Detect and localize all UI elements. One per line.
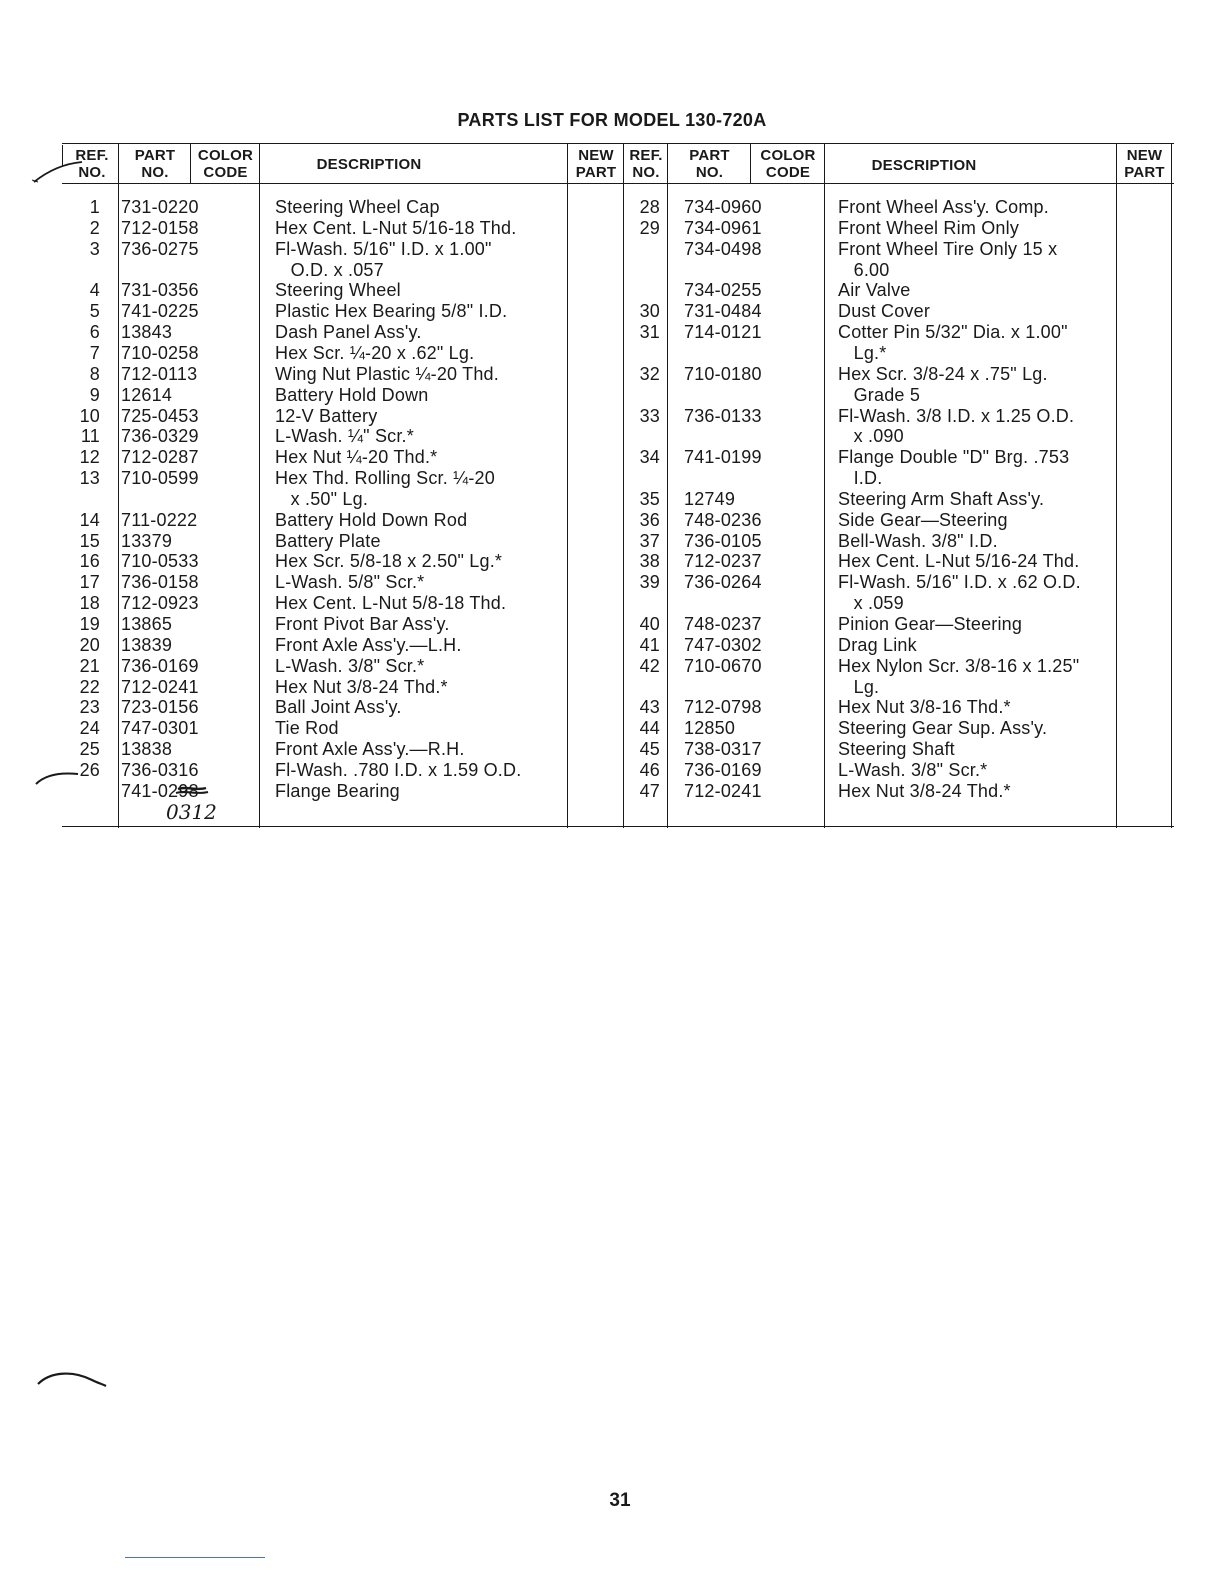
description-cell: Hex Cent. L-Nut 5/8-18 Thd. — [275, 593, 507, 614]
description-cell: Pinion Gear—Steering — [838, 614, 1023, 634]
table-row — [62, 760, 1174, 781]
ref-no-cell: 16 — [79, 551, 100, 572]
description-cell: L-Wash. 5/8" Scr.* — [275, 572, 425, 593]
part-no-cell: 13839 — [121, 634, 173, 655]
ref-no-cell: 1 — [89, 197, 100, 217]
header-divider — [62, 183, 1174, 184]
part-no-cell: 725-0453 — [121, 405, 199, 426]
description-cell: Front Axle Ass'y.—R.H. — [275, 739, 465, 760]
ref-no-cell: 21 — [79, 655, 100, 676]
part-no-cell: 712-0923 — [121, 593, 199, 614]
description-cell: Hex Scr. ¼-20 x .62" Lg. — [275, 342, 475, 363]
ref-no-cell: 6 — [89, 322, 100, 343]
pen-mark — [30, 150, 90, 190]
description-cell: Hex Nylon Scr. 3/8-16 x 1.25" — [838, 655, 1080, 676]
part-no-cell: 736-0169 — [121, 655, 199, 676]
ref-no-cell: 36 — [639, 509, 660, 530]
ref-no-cell: 14 — [79, 509, 100, 530]
ref-no-cell: 23 — [79, 697, 100, 718]
ref-no-cell: 18 — [79, 593, 100, 614]
table-row — [62, 322, 1174, 343]
ref-no-cell: 41 — [639, 634, 660, 655]
part-no-cell: 723-0156 — [121, 697, 199, 718]
description-cell: Hex Nut ¼-20 Thd.* — [275, 447, 438, 468]
strikethrough-mark — [140, 781, 220, 801]
part-no-cell: 710-0533 — [121, 551, 199, 572]
part-no-cell: 712-0113 — [121, 363, 198, 384]
part-no-cell: 12749 — [684, 488, 736, 509]
ref-no-cell: 44 — [639, 718, 660, 739]
table-row — [62, 677, 1174, 698]
description-cell: Dust Cover — [838, 301, 931, 322]
ref-no-cell: 2 — [89, 217, 100, 238]
part-no-cell: 741-0199 — [684, 447, 762, 468]
pen-mark — [30, 760, 90, 790]
description-cell: Lg.* — [838, 342, 887, 363]
table-row — [62, 343, 1174, 364]
ref-no-cell: 38 — [639, 551, 660, 572]
table-row — [62, 426, 1174, 447]
ref-no-cell: 47 — [639, 780, 660, 801]
ref-no-cell: 43 — [639, 697, 660, 718]
description-cell: Air Valve — [838, 280, 911, 301]
description-cell: x .059 — [838, 593, 904, 614]
table-row — [62, 468, 1174, 489]
table-bottom-border — [62, 826, 1174, 827]
description-cell: Grade 5 — [838, 384, 921, 405]
table-row — [62, 364, 1174, 385]
ref-no-cell: 10 — [79, 405, 100, 426]
ref-no-cell: 25 — [79, 739, 100, 760]
ref-no-cell: 46 — [639, 759, 660, 780]
table-row — [62, 406, 1174, 427]
header-part-no: PART NO. — [689, 147, 730, 181]
ref-no-cell: 13 — [79, 468, 100, 489]
part-no-cell: 731-0356 — [121, 280, 199, 301]
description-cell: Battery Plate — [275, 530, 381, 551]
ref-no-cell: 29 — [639, 217, 660, 238]
column-divider — [750, 143, 751, 183]
ref-no-cell: 34 — [639, 447, 660, 468]
table-row — [62, 447, 1174, 468]
ref-no-cell: 37 — [639, 530, 660, 551]
part-no-cell: 714-0121 — [684, 322, 762, 343]
part-no-cell: 736-0275 — [121, 238, 199, 259]
ref-no-cell: 35 — [639, 488, 660, 509]
description-cell: L-Wash. 3/8" Scr.* — [838, 759, 988, 780]
header-new-part: NEW PART — [1124, 147, 1165, 181]
table-row — [62, 385, 1174, 406]
description-cell: Steering Gear Sup. Ass'y. — [838, 718, 1048, 739]
part-no-cell: 741-0298 — [121, 780, 199, 801]
part-no-cell: 734-0255 — [684, 280, 762, 301]
page-title: PARTS LIST FOR MODEL 130-720A — [457, 110, 767, 130]
header-new-part: NEW PART — [575, 147, 617, 181]
description-cell: Hex Cent. L-Nut 5/16-18 Thd. — [275, 217, 517, 238]
part-no-cell: 747-0301 — [121, 718, 199, 739]
part-no-cell: 731-0220 — [121, 197, 199, 217]
description-cell: Hex Scr. 5/8-18 x 2.50" Lg.* — [275, 551, 503, 572]
header-color-code: COLOR CODE — [197, 147, 254, 181]
table-row — [62, 781, 1174, 802]
description-cell: Ball Joint Ass'y. — [275, 697, 402, 718]
table-row — [62, 239, 1174, 260]
table-row — [62, 572, 1174, 593]
ref-no-cell: 42 — [639, 655, 660, 676]
table-top-border — [62, 143, 1174, 144]
description-cell: Flange Bearing — [275, 780, 400, 801]
handwritten-note: 0312 — [166, 800, 217, 824]
description-cell: Battery Hold Down Rod — [275, 509, 468, 530]
table-row — [62, 280, 1174, 301]
ref-no-cell: 11 — [80, 426, 100, 447]
part-no-cell: 747-0302 — [684, 634, 762, 655]
parts-table — [62, 143, 1174, 828]
part-no-cell: 12850 — [684, 718, 736, 739]
description-cell: Fl-Wash. .780 I.D. x 1.59 O.D. — [275, 759, 522, 780]
ref-no-cell: 26 — [79, 759, 100, 780]
part-no-cell: 13843 — [121, 322, 173, 343]
description-cell: Steering Arm Shaft Ass'y. — [838, 488, 1045, 509]
part-no-cell: 712-0287 — [121, 447, 199, 468]
part-no-cell: 13865 — [121, 614, 173, 634]
part-no-cell: 736-0316 — [121, 759, 199, 780]
description-cell: O.D. x .057 — [275, 259, 384, 280]
table-row — [62, 656, 1174, 677]
header-description: DESCRIPTION — [316, 156, 422, 173]
part-no-cell: 736-0105 — [684, 530, 762, 551]
description-cell: Hex Nut 3/8-24 Thd.* — [275, 676, 448, 697]
ref-no-cell: 3 — [89, 238, 100, 259]
header-part-no: PART NO. — [134, 147, 176, 181]
ref-no-cell: 32 — [639, 363, 660, 384]
description-cell: Dash Panel Ass'y. — [275, 322, 422, 343]
ref-no-cell: 19 — [79, 614, 100, 634]
table-row — [62, 218, 1174, 239]
ref-no-cell: 30 — [639, 301, 660, 322]
description-cell: Battery Hold Down — [275, 384, 429, 405]
table-row — [62, 260, 1174, 281]
part-no-cell: 738-0317 — [684, 739, 762, 760]
part-no-cell: 736-0329 — [121, 426, 199, 447]
header-description: DESCRIPTION — [871, 157, 977, 174]
table-row — [62, 718, 1174, 739]
table-row — [62, 510, 1174, 531]
part-no-cell: 736-0169 — [684, 759, 762, 780]
part-no-cell: 13379 — [121, 530, 173, 551]
description-cell: Cotter Pin 5/32" Dia. x 1.00" — [838, 322, 1068, 343]
description-cell: 6.00 — [838, 259, 890, 280]
description-cell: I.D. — [838, 468, 883, 489]
page-number: 31 — [609, 1490, 631, 1511]
part-no-cell: 731-0484 — [684, 301, 762, 322]
part-no-cell: 748-0237 — [684, 614, 762, 634]
description-cell: 12-V Battery — [275, 405, 378, 426]
footer-rule — [125, 1557, 265, 1558]
description-cell: Fl-Wash. 5/16" I.D. x .62 O.D. — [838, 572, 1081, 593]
part-no-cell: 734-0498 — [684, 238, 762, 259]
description-cell: Side Gear—Steering — [838, 509, 1008, 530]
description-cell: Plastic Hex Bearing 5/8" I.D. — [275, 301, 508, 322]
part-no-cell: 710-0599 — [121, 468, 199, 489]
part-no-cell: 712-0158 — [121, 217, 199, 238]
description-cell: Front Wheel Ass'y. Comp. — [838, 197, 1049, 217]
ref-no-cell: 28 — [639, 197, 660, 217]
description-cell: L-Wash. ¼" Scr.* — [275, 426, 414, 447]
table-row — [62, 614, 1174, 635]
ref-no-cell: 24 — [79, 718, 100, 739]
part-no-cell: 712-0798 — [684, 697, 762, 718]
pen-mark — [32, 1362, 112, 1392]
description-cell: Front Axle Ass'y.—L.H. — [275, 634, 462, 655]
description-cell: L-Wash. 3/8" Scr.* — [275, 655, 425, 676]
table-row — [62, 197, 1174, 218]
description-cell: Tie Rod — [275, 718, 339, 739]
ref-no-cell: 15 — [79, 530, 100, 551]
description-cell: Steering Wheel Cap — [275, 197, 440, 217]
description-cell: Steering Shaft — [838, 739, 955, 760]
description-cell: Steering Wheel — [275, 280, 401, 301]
ref-no-cell: 8 — [89, 363, 100, 384]
description-cell: Wing Nut Plastic ¼-20 Thd. — [275, 363, 499, 384]
header-color-code: COLOR CODE — [760, 147, 816, 181]
part-no-cell: 712-0241 — [121, 676, 199, 697]
table-row — [62, 739, 1174, 760]
description-cell: Fl-Wash. 3/8 I.D. x 1.25 O.D. — [838, 405, 1075, 426]
description-cell: Hex Nut 3/8-24 Thd.* — [838, 780, 1011, 801]
description-cell: Hex Thd. Rolling Scr. ¼-20 — [275, 468, 495, 489]
ref-no-cell: 22 — [79, 676, 100, 697]
column-divider — [190, 143, 191, 183]
ref-no-cell: 45 — [639, 739, 660, 760]
description-cell: Front Pivot Bar Ass'y. — [275, 614, 450, 634]
ref-no-cell: 31 — [639, 322, 660, 343]
part-no-cell: 710-0180 — [684, 363, 762, 384]
table-row — [62, 551, 1174, 572]
description-cell: Fl-Wash. 5/16" I.D. x 1.00" — [275, 238, 492, 259]
description-cell: x .50" Lg. — [275, 488, 369, 509]
ref-no-cell: 5 — [89, 301, 100, 322]
description-cell: Hex Scr. 3/8-24 x .75" Lg. — [838, 363, 1048, 384]
description-cell: Bell-Wash. 3/8" I.D. — [838, 530, 998, 551]
table-row — [62, 301, 1174, 322]
ref-no-cell: 33 — [639, 405, 660, 426]
part-no-cell: 711-0222 — [121, 509, 198, 530]
part-no-cell: 736-0133 — [684, 405, 762, 426]
ref-no-cell: 40 — [639, 614, 660, 634]
ref-no-cell: 17 — [79, 572, 100, 593]
description-cell: Front Wheel Tire Only 15 x — [838, 238, 1058, 259]
ref-no-cell: 20 — [79, 634, 100, 655]
header-ref-no: REF. NO. — [75, 147, 109, 181]
description-cell: Hex Nut 3/8-16 Thd.* — [838, 697, 1011, 718]
ref-no-cell: 9 — [89, 384, 100, 405]
part-no-cell: 736-0158 — [121, 572, 199, 593]
description-cell: Lg. — [838, 676, 880, 697]
description-cell: Flange Double "D" Brg. .753 — [838, 447, 1070, 468]
description-cell: Hex Cent. L-Nut 5/16-24 Thd. — [838, 551, 1080, 572]
part-no-cell: 736-0264 — [684, 572, 762, 593]
table-row — [62, 635, 1174, 656]
table-row — [62, 593, 1174, 614]
table-row — [62, 489, 1174, 510]
part-no-cell: 748-0236 — [684, 509, 762, 530]
description-cell: Front Wheel Rim Only — [838, 217, 1020, 238]
description-cell: x .090 — [838, 426, 904, 447]
table-row — [62, 697, 1174, 718]
part-no-cell: 734-0961 — [684, 217, 762, 238]
part-no-cell: 734-0960 — [684, 197, 762, 217]
header-ref-no: REF. NO. — [629, 147, 663, 181]
table-row — [62, 531, 1174, 552]
part-no-cell: 712-0237 — [684, 551, 762, 572]
part-no-cell: 13838 — [121, 739, 173, 760]
part-no-cell: 741-0225 — [121, 301, 199, 322]
ref-no-cell: 39 — [639, 572, 660, 593]
part-no-cell: 712-0241 — [684, 780, 762, 801]
ref-no-cell: 7 — [89, 342, 100, 363]
part-no-cell: 12614 — [121, 384, 173, 405]
part-no-cell: 710-0670 — [684, 655, 762, 676]
ref-no-cell: 4 — [89, 280, 100, 301]
description-cell: Drag Link — [838, 634, 917, 655]
ref-no-cell: 12 — [79, 447, 100, 468]
part-no-cell: 710-0258 — [121, 342, 199, 363]
